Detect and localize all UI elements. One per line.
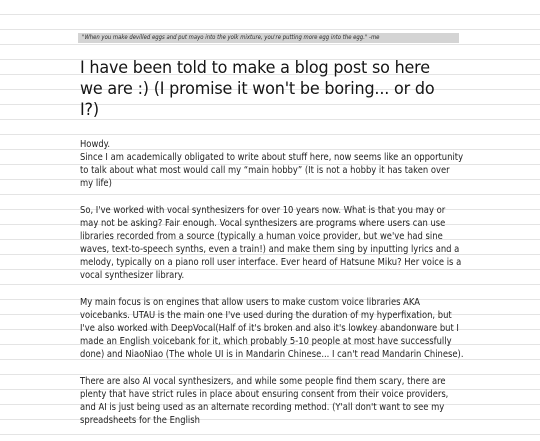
post-body [80, 138, 465, 441]
blog-post [80, 58, 465, 426]
post-intro-paragraph [80, 138, 465, 190]
quote-text: "When you make devilled eggs and put mayo into the yolk mixture, you're putting more egg into the egg." -me [82, 34, 380, 41]
post-intro-text: Since I am academically obligated to write about stuff here, now seems like an opportunity to talk about what most would call my “main hobby” (It is not a hobby it has taken over my life) [80, 152, 464, 189]
post-paragraph: There are also AI vocal synthesizers, and while some people find them scary, there are plenty that have strict rules in place about ensuring consent from their voice providers, and AI is just being used as an alternate recording method. (Y'all don't want to see my spreadsheets for the English [80, 376, 449, 426]
post-paragraph: So, I've worked with vocal synthesizers for over 10 years now. What is that you may or may not be asking? Fair enough. Vocal synthesizers are programs where users can use libraries recorded from a source (typically a human voice provider, but we've had sine waves, text-to-speech synths, even a train!) and make them sing by inputting lyrics and a melody, typically on a piano roll user interface. Ever heard of Hatsune Miku? Her voice is a vocal synthesizer library. [80, 205, 462, 281]
post-title: I have been told to make a blog post so here we are :) (I promise it won't be boring... or do I?) [80, 58, 435, 120]
quote-banner [78, 33, 459, 43]
post-paragraph: My main focus is on engines that allow users to make custom voice libraries AKA voicebanks. UTAU is the main one I've used during the duration of my hyperfixation, but I've also worked with DeepVocal(Half of it's broken and also it's lowkey abandonware but I made an English voicebank for it, which probably 5-10 people at most have successfully done) and NiaoNiao (The whole UI is in Mandarin Chinese... I can't read Mandarin Chinese). [80, 297, 464, 360]
post-greeting: Howdy. [80, 139, 111, 150]
